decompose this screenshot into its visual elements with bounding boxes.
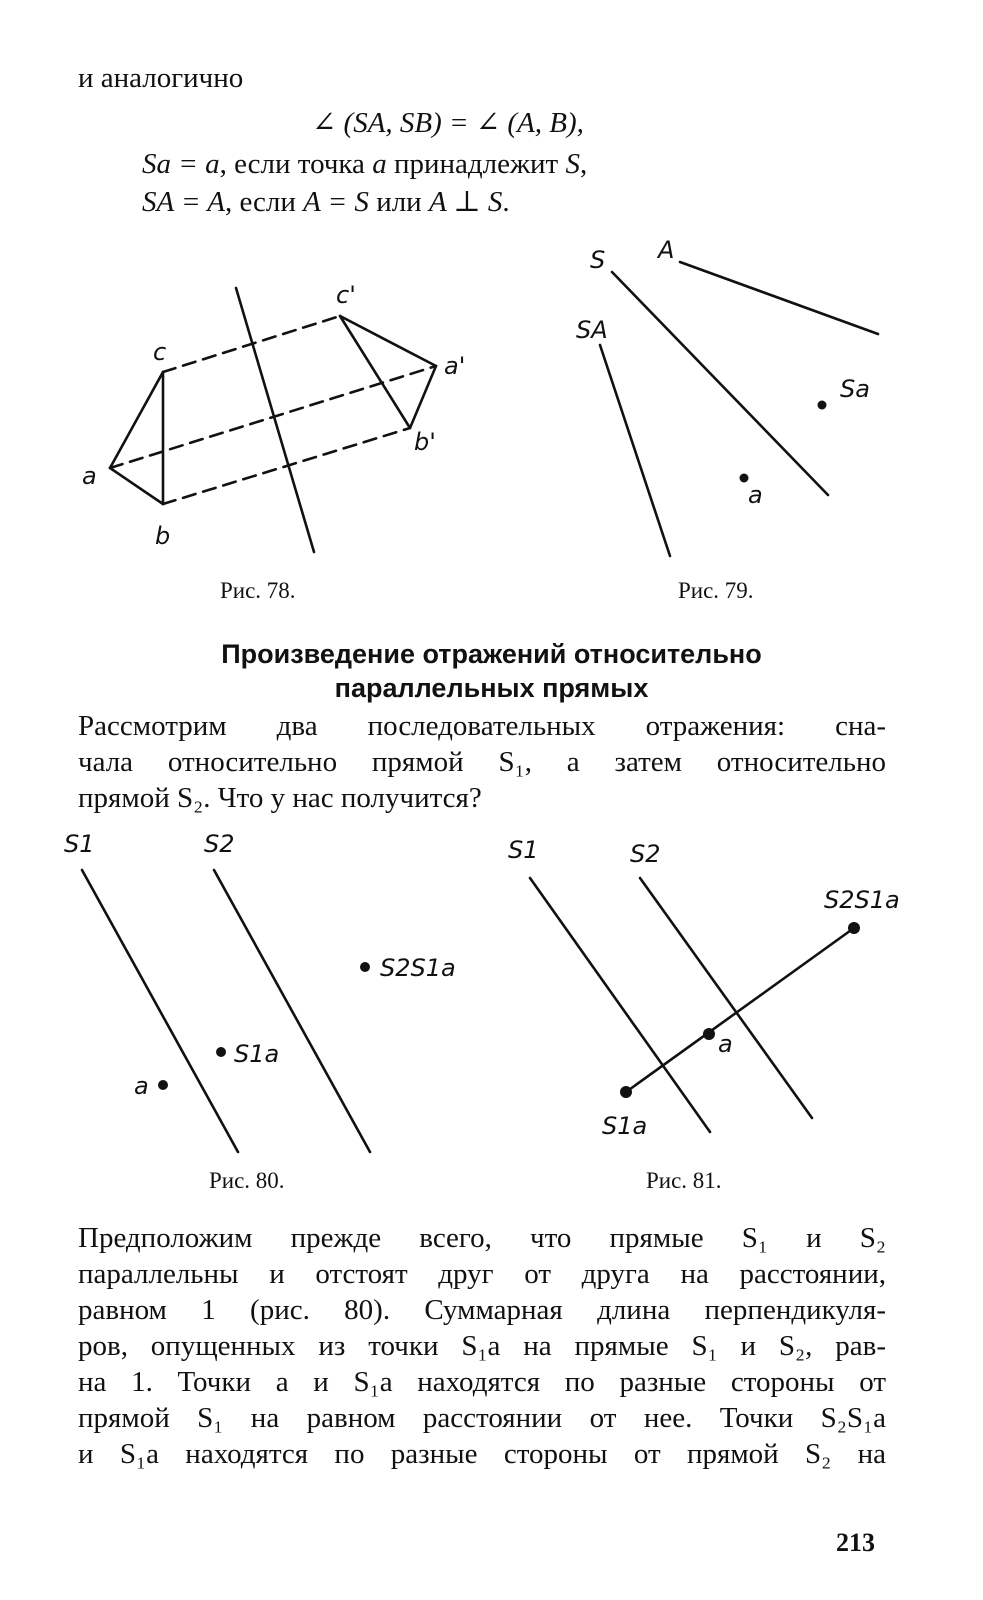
para2-line: параллельны и отстоят друг от друга на расстоянии, (78, 1258, 886, 1290)
fig78-dash-c (163, 316, 340, 372)
page-number: 213 (836, 1528, 875, 1557)
fig78-edge-ab (110, 468, 163, 504)
fig80-point-s1a (216, 1047, 226, 1057)
fig78-label-b: b (155, 522, 171, 550)
fig81-label-s2s1a: S2S1a (824, 886, 900, 914)
figure-81 (530, 878, 854, 1132)
section-heading-line1: Произведение отражений относительно (221, 639, 762, 669)
fig78-label-cprime: c' (336, 281, 356, 309)
intro-text: и аналогично (78, 62, 244, 94)
fig81-point-s1a (620, 1086, 632, 1098)
fig79-label-a-point: a (748, 481, 763, 509)
para2-line: Предположим прежде всего, что прямые S₁ и S₂ (78, 1222, 886, 1254)
figure-78 (110, 288, 436, 552)
fig81-line-s1 (530, 878, 710, 1132)
fig81-segment (626, 928, 854, 1092)
fig79-label-sa-point: Sa (840, 375, 870, 403)
figure-80 (82, 870, 370, 1152)
fig78-label-c: c (153, 338, 167, 366)
para1-line: чала относительно прямой S₁, а затем относительно (78, 746, 886, 778)
fig80-label-a: a (134, 1072, 149, 1100)
fig80-label-s1: S1 (64, 830, 95, 858)
fig80-label-s1a: S1a (234, 1040, 280, 1068)
formula-angle: ∠ (SA, SB) = ∠ (A, B), (312, 107, 584, 139)
para2-line: и S₁a находятся по разные стороны от прямой S₂ на (78, 1438, 886, 1470)
fig80-labels (64, 830, 456, 1100)
fig78-label-bprime: b' (414, 428, 436, 456)
fig81-label-s2: S2 (630, 840, 661, 868)
para2-line: ров, опущенных из точки S₁a на прямые S₁ и S₂, рав- (78, 1330, 886, 1362)
fig79-caption: Рис. 79. (678, 578, 754, 603)
para1-line: Рассмотрим два последовательных отражения: сна- (78, 710, 886, 742)
para2-line: прямой S₁ на равном расстоянии от нее. Точки S₂S₁a (78, 1402, 886, 1434)
fig79-label-sa-line: SA (576, 316, 608, 344)
fig81-point-s2s1a (848, 922, 860, 934)
fig80-point-s2s1a (360, 962, 370, 972)
fig78-edge-aprime-bprime (410, 366, 436, 428)
fig81-point-a (703, 1028, 715, 1040)
figure-79 (600, 262, 878, 556)
fig79-line-a (680, 262, 878, 334)
fig81-label-a: a (718, 1030, 733, 1058)
fig80-point-a (158, 1080, 168, 1090)
formula-sa-point: Sa = a, если точка a принадлежит S, (142, 148, 588, 180)
fig79-label-a-line: A (658, 236, 675, 264)
fig81-label-s1a: S1a (602, 1112, 648, 1140)
formula-sa-line: SA = A, если A = S или A ⊥ S. (142, 186, 510, 218)
fig79-line-sa (600, 345, 670, 556)
fig80-line-s2 (214, 870, 370, 1152)
fig81-labels (508, 836, 900, 1140)
section-heading-line2: параллельных прямых (334, 673, 649, 703)
para2-line: равном 1 (рис. 80). Суммарная длина перпендикуля- (78, 1294, 886, 1326)
fig81-line-s2 (640, 878, 812, 1118)
fig79-label-s: S (590, 246, 606, 274)
paragraph-1 (78, 708, 886, 816)
fig79-line-s (612, 272, 828, 495)
fig79-point-sa (818, 401, 827, 410)
fig81-label-s1: S1 (508, 836, 539, 864)
fig81-caption: Рис. 81. (646, 1168, 722, 1193)
para2-line: на 1. Точки a и S₁a находятся по разные стороны от (78, 1366, 886, 1398)
fig80-label-s2: S2 (204, 830, 235, 858)
fig78-label-aprime: a' (444, 352, 466, 380)
fig78-label-a: a (82, 462, 97, 490)
fig80-caption: Рис. 80. (209, 1168, 285, 1193)
fig78-caption: Рис. 78. (220, 578, 296, 603)
fig80-label-s2s1a: S2S1a (380, 954, 456, 982)
fig80-line-s1 (82, 870, 238, 1152)
para1-line: прямой S₂. Что у нас получится? (78, 782, 482, 814)
paragraph-2 (78, 1220, 886, 1472)
